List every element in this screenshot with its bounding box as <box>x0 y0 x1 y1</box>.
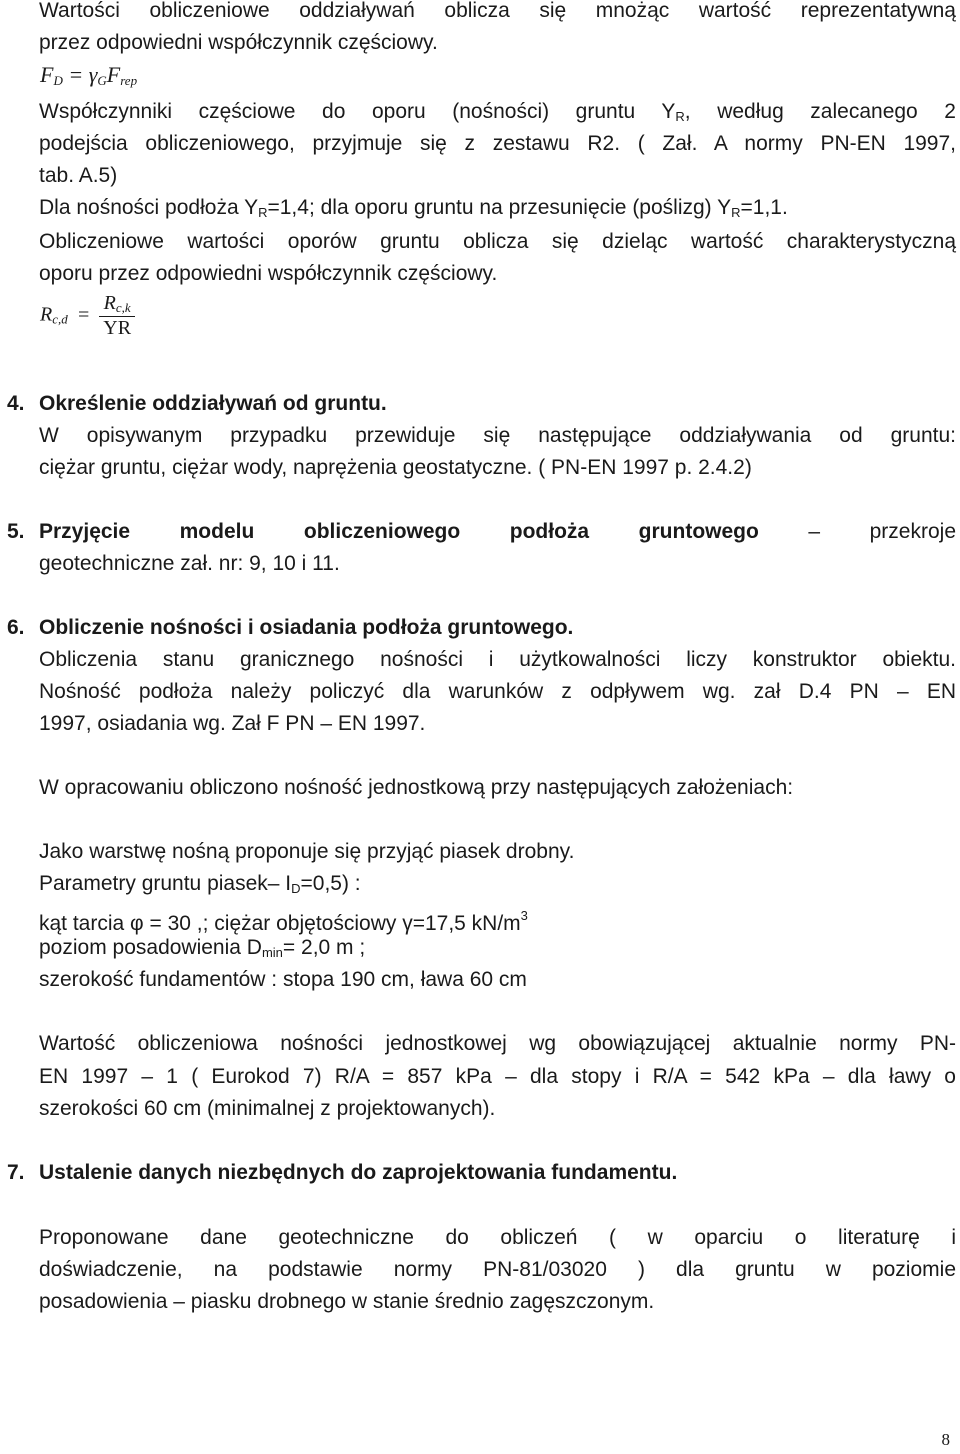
formula-design-resistance: $R_{c,d}$ = $\frac{R_{c,k}}{YR}$ <box>40 292 135 340</box>
paragraph-line: ciężar gruntu, ciężar wody, naprężenia geostatyczne. ( PN-EN 1997 p. 2.4.2) <box>39 456 752 479</box>
paragraph-line: Współczynniki częściowe do oporu (nośności) gruntu $Y_R$, według zalecanego 2 <box>39 100 956 124</box>
paragraph-line: podejścia obliczeniowego, przyjmuje się z zestawu R2. ( Zał. A normy PN-EN 1997, <box>39 132 956 155</box>
paragraph-line: poziom posadowienia $D_{min}= 2,0$ m ; <box>39 936 366 960</box>
paragraph-line: przez odpowiedni współczynnik częściowy. <box>39 31 438 54</box>
paragraph-line: Proponowane dane geotechniczne do obliczeń ( w oparciu o literaturę i <box>39 1226 956 1249</box>
paragraph-line: W opracowaniu obliczono nośność jednostkową przy następujących założeniach: <box>39 776 794 799</box>
section-heading: 6. Obliczenie nośności i osiadania podłoża gruntowego. <box>7 616 574 639</box>
paragraph-line: Wartości obliczeniowe oddziaływań oblicza się mnożąc wartość reprezentatywną <box>39 0 956 22</box>
paragraph-line: EN 1997 – 1 ( Eurokod 7) R/A = 857 kPa – dla stopy i R/A = 542 kPa – dla ławy o <box>39 1065 956 1088</box>
paragraph-line: kąt tarcia φ = 30 ,; ciężar objętościowy γ=17,5 $kN/m^3$ <box>39 908 528 935</box>
paragraph-line: Wartość obliczeniowa nośności jednostkowej wg obowiązującej aktualnie normy PN- <box>39 1032 956 1055</box>
paragraph-line: posadowienia – piasku drobnego w stanie średnio zagęszczonym. <box>39 1290 655 1313</box>
paragraph-line: Nośność podłoża należy policzyć dla warunków z odpływem wg. zał D.4 PN – EN <box>39 680 956 703</box>
paragraph-line: szerokość fundamentów : stopa 190 cm, ława 60 cm <box>39 968 527 991</box>
formula-design-action: $F_D = \gamma_GF_{rep}$ <box>40 62 138 88</box>
paragraph-line: geotechniczne zał. nr: 9, 10 i 11. <box>39 552 340 575</box>
section-heading: 4. Określenie oddziaływań od gruntu. <box>7 392 387 415</box>
paragraph-line: Parametry gruntu piasek– $I_D=0,5$) : <box>39 872 361 896</box>
paragraph-line: Dla nośności podłoża $Y_R=1,4$; dla oporu gruntu na przesunięcie (poślizg) $Y_R=1,1$. <box>39 196 788 220</box>
paragraph-line: tab. A.5) <box>39 164 118 187</box>
paragraph-line: szerokości 60 cm (minimalnej z projektowanych). <box>39 1097 496 1120</box>
section-heading: 5. Przyjęcie modelu obliczeniowego podłoża gruntowego – przekroje <box>7 520 956 543</box>
paragraph-line: oporu przez odpowiedni współczynnik częściowy. <box>39 262 498 285</box>
paragraph-line: 1997, osiadania wg. Zał F PN – EN 1997. <box>39 712 426 735</box>
paragraph-line: W opisywanym przypadku przewiduje się następujące oddziaływania od gruntu: <box>39 424 956 447</box>
page-number: 8 <box>941 1430 950 1449</box>
fraction: $\frac{R_{c,k}}{YR}$ <box>99 292 135 340</box>
section-heading: 7. Ustalenie danych niezbędnych do zaprojektowania fundamentu. <box>7 1161 678 1184</box>
paragraph-line: Obliczeniowe wartości oporów gruntu oblicza się dzieląc wartość charakterystyczną <box>39 230 956 253</box>
paragraph-line: doświadczenie, na podstawie normy PN-81/03020 ) dla gruntu w poziomie <box>39 1258 956 1281</box>
paragraph-line: Jako warstwę nośną proponuje się przyjąć piasek drobny. <box>39 840 575 863</box>
paragraph-line: Obliczenia stanu granicznego nośności i użytkowalności liczy konstruktor obiektu. <box>39 648 956 671</box>
